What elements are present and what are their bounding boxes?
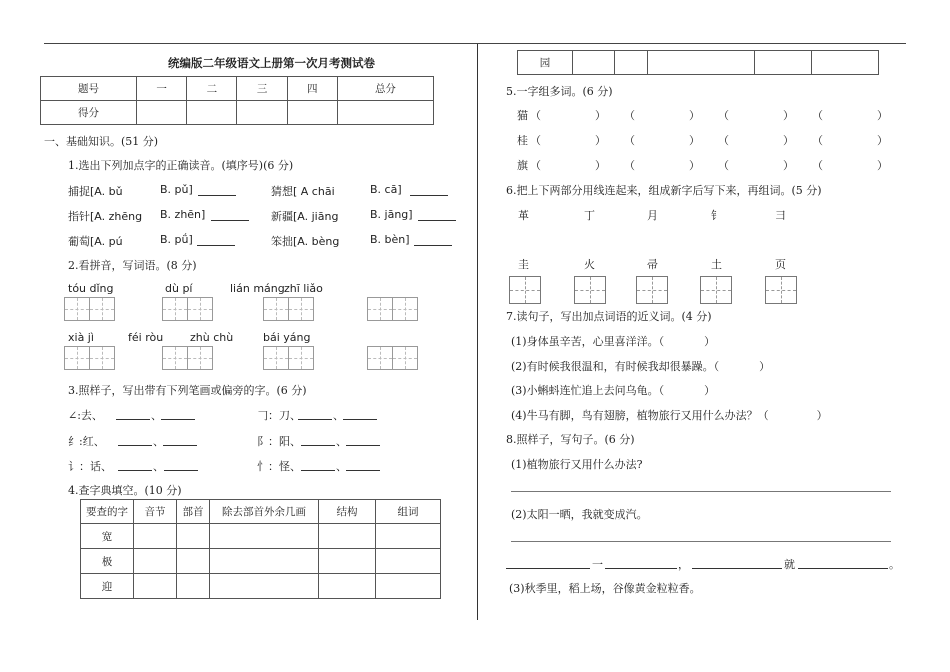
answer-blank[interactable] bbox=[418, 208, 456, 221]
pinyin-label: dù pí bbox=[165, 282, 193, 295]
q1-option-b: B. bèn] bbox=[370, 233, 410, 246]
q1-option-b: B. zhēn] bbox=[160, 208, 206, 221]
q5-char: 猫 bbox=[517, 109, 528, 122]
dict-header: 部首 bbox=[177, 500, 210, 524]
answer-blank[interactable] bbox=[343, 407, 377, 420]
answer-blank[interactable] bbox=[346, 458, 380, 471]
dict-cell[interactable] bbox=[573, 51, 615, 75]
score-input-cell[interactable] bbox=[287, 101, 337, 125]
writing-grid[interactable] bbox=[89, 297, 115, 321]
q1-prompt: 1.选出下列加点字的正确读音。(填序号)(6 分) bbox=[68, 159, 294, 172]
q1-option-a: 新疆[A. jiāng bbox=[271, 210, 339, 223]
writing-grid[interactable] bbox=[162, 346, 188, 370]
dict-cell[interactable] bbox=[755, 51, 812, 75]
answer-blank[interactable] bbox=[198, 183, 236, 196]
q5-brackets: （ ） （ ） （ ） （ ） bbox=[530, 109, 888, 122]
column-divider bbox=[477, 44, 478, 620]
q7-sentence: (1)身体虽辛苦，心里喜洋洋。（ bbox=[511, 335, 665, 348]
q6-top-part[interactable]: 钅 bbox=[711, 209, 722, 222]
q1-option-b: B. cā] bbox=[370, 183, 402, 196]
writing-grid[interactable] bbox=[89, 346, 115, 370]
q1-option-a: 指针[A. zhēng bbox=[68, 210, 143, 223]
q8-comma: ， bbox=[678, 558, 689, 571]
q3-item: ∠:去、 bbox=[68, 409, 103, 422]
answer-blank[interactable] bbox=[410, 183, 448, 196]
dict-char: 宽 bbox=[81, 524, 134, 549]
answer-blank[interactable] bbox=[346, 433, 380, 446]
answer-blank[interactable] bbox=[163, 433, 197, 446]
writing-grid[interactable] bbox=[288, 346, 314, 370]
q2-prompt: 2.看拼音，写词语。(8 分) bbox=[68, 259, 197, 272]
writing-grid[interactable] bbox=[162, 297, 188, 321]
dict-cell[interactable] bbox=[177, 524, 210, 549]
pinyin-label: féi ròu bbox=[128, 331, 164, 344]
writing-grid[interactable] bbox=[263, 297, 289, 321]
score-input-cell[interactable] bbox=[337, 101, 433, 125]
q3-item: 忄：怪、 bbox=[257, 460, 301, 473]
dict-header: 音节 bbox=[134, 500, 177, 524]
pinyin-label: tóu dǐng bbox=[68, 282, 114, 295]
answer-line[interactable] bbox=[511, 491, 891, 492]
q3-prompt: 3.照样子，写出带有下列笔画或偏旁的字。(6 分) bbox=[68, 384, 307, 397]
q1-option-a: 笨拙[A. bèng bbox=[271, 235, 340, 248]
answer-blank[interactable] bbox=[301, 458, 335, 471]
q6-top-part[interactable]: 革 bbox=[518, 209, 529, 222]
dict-cell[interactable] bbox=[615, 51, 648, 75]
q7-item: (2)有时候我很温和，有时候我却很暴躁。（ ） bbox=[511, 360, 771, 373]
answer-blank[interactable] bbox=[118, 458, 152, 471]
dict-cell[interactable] bbox=[177, 549, 210, 574]
dictionary-table-continued bbox=[517, 50, 879, 75]
q5-char: 旗 bbox=[517, 159, 528, 172]
page-title: 统编版二年级语文上册第一次月考测试卷 bbox=[168, 56, 375, 70]
score-header-cell: 一 bbox=[137, 77, 187, 101]
q8-period: 。 bbox=[889, 558, 900, 571]
q7-sentence: (2)有时候我很温和，有时候我却很暴躁。（ bbox=[511, 360, 720, 373]
dict-cell[interactable] bbox=[210, 549, 319, 574]
q6-top-part[interactable]: 月 bbox=[647, 209, 658, 222]
writing-grid[interactable] bbox=[392, 297, 418, 321]
answer-blank[interactable] bbox=[116, 407, 150, 420]
q3-separator: 、 bbox=[336, 460, 347, 473]
score-header-cell: 题号 bbox=[41, 77, 137, 101]
score-header-cell: 四 bbox=[287, 77, 337, 101]
dict-header: 组词 bbox=[376, 500, 441, 524]
q7-item: (1)身体虽辛苦，心里喜洋洋。（ ） bbox=[511, 335, 716, 348]
score-input-cell[interactable] bbox=[137, 101, 187, 125]
q1-option-a: 猜想[ A chāi bbox=[271, 185, 335, 198]
answer-blank[interactable] bbox=[298, 407, 332, 420]
q3-separator: 、 bbox=[153, 460, 164, 473]
score-header-cell: 三 bbox=[237, 77, 287, 101]
q4-prompt: 4.查字典填空。(10 分) bbox=[68, 484, 182, 497]
pinyin-label: xià jì bbox=[68, 331, 94, 344]
dict-header: 结构 bbox=[319, 500, 376, 524]
q6-bottom-part[interactable]: 火 bbox=[584, 258, 595, 271]
q7-sentence: (3)小蝌蚪连忙追上去问乌龟。（ bbox=[511, 384, 665, 397]
dict-char: 园 bbox=[518, 51, 573, 75]
q5-prompt: 5.一字组多词。(6 分) bbox=[506, 85, 613, 98]
dict-cell[interactable] bbox=[210, 574, 319, 599]
q3-item: 讠：话、 bbox=[68, 460, 112, 473]
q3-separator: 、 bbox=[153, 435, 164, 448]
q5-char: 桂 bbox=[517, 134, 528, 147]
writing-grid[interactable] bbox=[187, 297, 213, 321]
q6-prompt: 6.把上下两部分用线连起来，组成新字后写下来，再组词。(5 分) bbox=[506, 184, 822, 197]
q3-separator: 、 bbox=[151, 409, 162, 422]
score-header-cell: 二 bbox=[187, 77, 237, 101]
q3-separator: 、 bbox=[336, 435, 347, 448]
writing-grid[interactable] bbox=[700, 276, 732, 304]
q5-brackets: （ ） （ ） （ ） （ ） bbox=[530, 134, 888, 147]
q6-bottom-part[interactable]: 圭 bbox=[518, 258, 529, 271]
answer-blank[interactable] bbox=[506, 556, 590, 569]
writing-grid[interactable] bbox=[509, 276, 541, 304]
answer-blank[interactable] bbox=[605, 556, 677, 569]
writing-grid[interactable] bbox=[187, 346, 213, 370]
writing-grid[interactable] bbox=[64, 297, 90, 321]
dict-header: 除去部首外余几画 bbox=[210, 500, 319, 524]
dict-cell[interactable] bbox=[376, 549, 441, 574]
answer-blank[interactable] bbox=[161, 407, 195, 420]
q3-separator: 、 bbox=[333, 409, 344, 422]
dict-cell[interactable] bbox=[376, 574, 441, 599]
score-header-cell: 总分 bbox=[337, 77, 433, 101]
writing-grid[interactable] bbox=[765, 276, 797, 304]
score-input-cell[interactable] bbox=[237, 101, 287, 125]
q8-yi: 一 bbox=[592, 558, 603, 571]
writing-grid[interactable] bbox=[288, 297, 314, 321]
q6-top-part[interactable]: 彐 bbox=[775, 209, 786, 222]
dictionary-table bbox=[80, 499, 441, 599]
dict-cell[interactable] bbox=[319, 524, 376, 549]
top-rule bbox=[44, 43, 906, 44]
writing-grid[interactable] bbox=[263, 346, 289, 370]
q6-bottom-part[interactable]: 土 bbox=[711, 258, 722, 271]
dict-cell[interactable] bbox=[376, 524, 441, 549]
q8-item: (3)秋季里，稻上场，谷像黄金粒粒香。 bbox=[509, 582, 701, 595]
q8-item: (2)太阳一晒，我就变成汽。 bbox=[511, 508, 648, 521]
answer-blank[interactable] bbox=[164, 458, 198, 471]
score-input-cell[interactable] bbox=[187, 101, 237, 125]
writing-grid[interactable] bbox=[64, 346, 90, 370]
dict-cell[interactable] bbox=[134, 524, 177, 549]
q8-prompt: 8.照样子，写句子。(6 分) bbox=[506, 433, 635, 446]
q1-option-b: B. pǘ] bbox=[160, 233, 193, 246]
dict-cell[interactable] bbox=[812, 51, 879, 75]
q1-option-b: B. jāng] bbox=[370, 208, 413, 221]
dict-cell[interactable] bbox=[177, 574, 210, 599]
pinyin-label: zhī liǎo bbox=[284, 282, 323, 295]
q3-item: 阝：阳、 bbox=[257, 435, 301, 448]
q3-item: 纟:红、 bbox=[68, 435, 105, 448]
q1-option-a: 葡萄[A. pú bbox=[68, 235, 123, 248]
answer-blank[interactable] bbox=[211, 208, 249, 221]
q1-option-b: B. pǔ] bbox=[160, 183, 193, 196]
q6-top-part[interactable]: 丁 bbox=[584, 209, 595, 222]
q6-bottom-part[interactable]: 页 bbox=[775, 258, 786, 271]
answer-line[interactable] bbox=[511, 541, 891, 542]
q3-item: 𠃌：刀、 bbox=[257, 409, 301, 422]
answer-blank[interactable] bbox=[414, 233, 452, 246]
dict-char: 极 bbox=[81, 549, 134, 574]
pinyin-label: zhù chù bbox=[190, 331, 234, 344]
q7-prompt: 7.读句子，写出加点词语的近义词。(4 分) bbox=[506, 310, 712, 323]
pinyin-label: lián máng bbox=[230, 282, 285, 295]
writing-grid[interactable] bbox=[392, 346, 418, 370]
writing-grid[interactable] bbox=[367, 297, 393, 321]
answer-blank[interactable] bbox=[118, 433, 152, 446]
q8-jiu: 就 bbox=[784, 558, 795, 571]
q5-brackets: （ ） （ ） （ ） （ ） bbox=[530, 159, 888, 172]
dict-cell[interactable] bbox=[210, 524, 319, 549]
q7-item: (3)小蝌蚪连忙追上去问乌龟。（ ） bbox=[511, 384, 716, 397]
q7-sentence: (4)牛马有脚，鸟有翅膀，植物旅行又用什么办法？（ bbox=[511, 409, 769, 422]
writing-grid[interactable] bbox=[367, 346, 393, 370]
writing-grid[interactable] bbox=[636, 276, 668, 304]
answer-blank[interactable] bbox=[692, 556, 782, 569]
pinyin-label: bái yáng bbox=[263, 331, 311, 344]
answer-blank[interactable] bbox=[301, 433, 335, 446]
dict-header: 要查的字 bbox=[81, 500, 134, 524]
answer-blank[interactable] bbox=[197, 233, 235, 246]
writing-grid[interactable] bbox=[574, 276, 606, 304]
dict-cell[interactable] bbox=[134, 549, 177, 574]
q6-bottom-part[interactable]: 帚 bbox=[647, 258, 658, 271]
dict-cell[interactable] bbox=[648, 51, 755, 75]
dict-cell[interactable] bbox=[319, 574, 376, 599]
answer-blank[interactable] bbox=[798, 556, 888, 569]
dict-cell[interactable] bbox=[319, 549, 376, 574]
section-heading: 一、基础知识。(51 分) bbox=[44, 135, 159, 148]
score-row-label: 得分 bbox=[41, 101, 137, 125]
q8-item: (1)植物旅行又用什么办法? bbox=[511, 458, 643, 471]
q1-option-a: 捕捉[A. bǔ bbox=[68, 185, 123, 198]
dict-char: 迎 bbox=[81, 574, 134, 599]
q7-item: (4)牛马有脚，鸟有翅膀，植物旅行又用什么办法？（ ） bbox=[511, 409, 828, 422]
score-table bbox=[40, 76, 434, 125]
dict-cell[interactable] bbox=[134, 574, 177, 599]
